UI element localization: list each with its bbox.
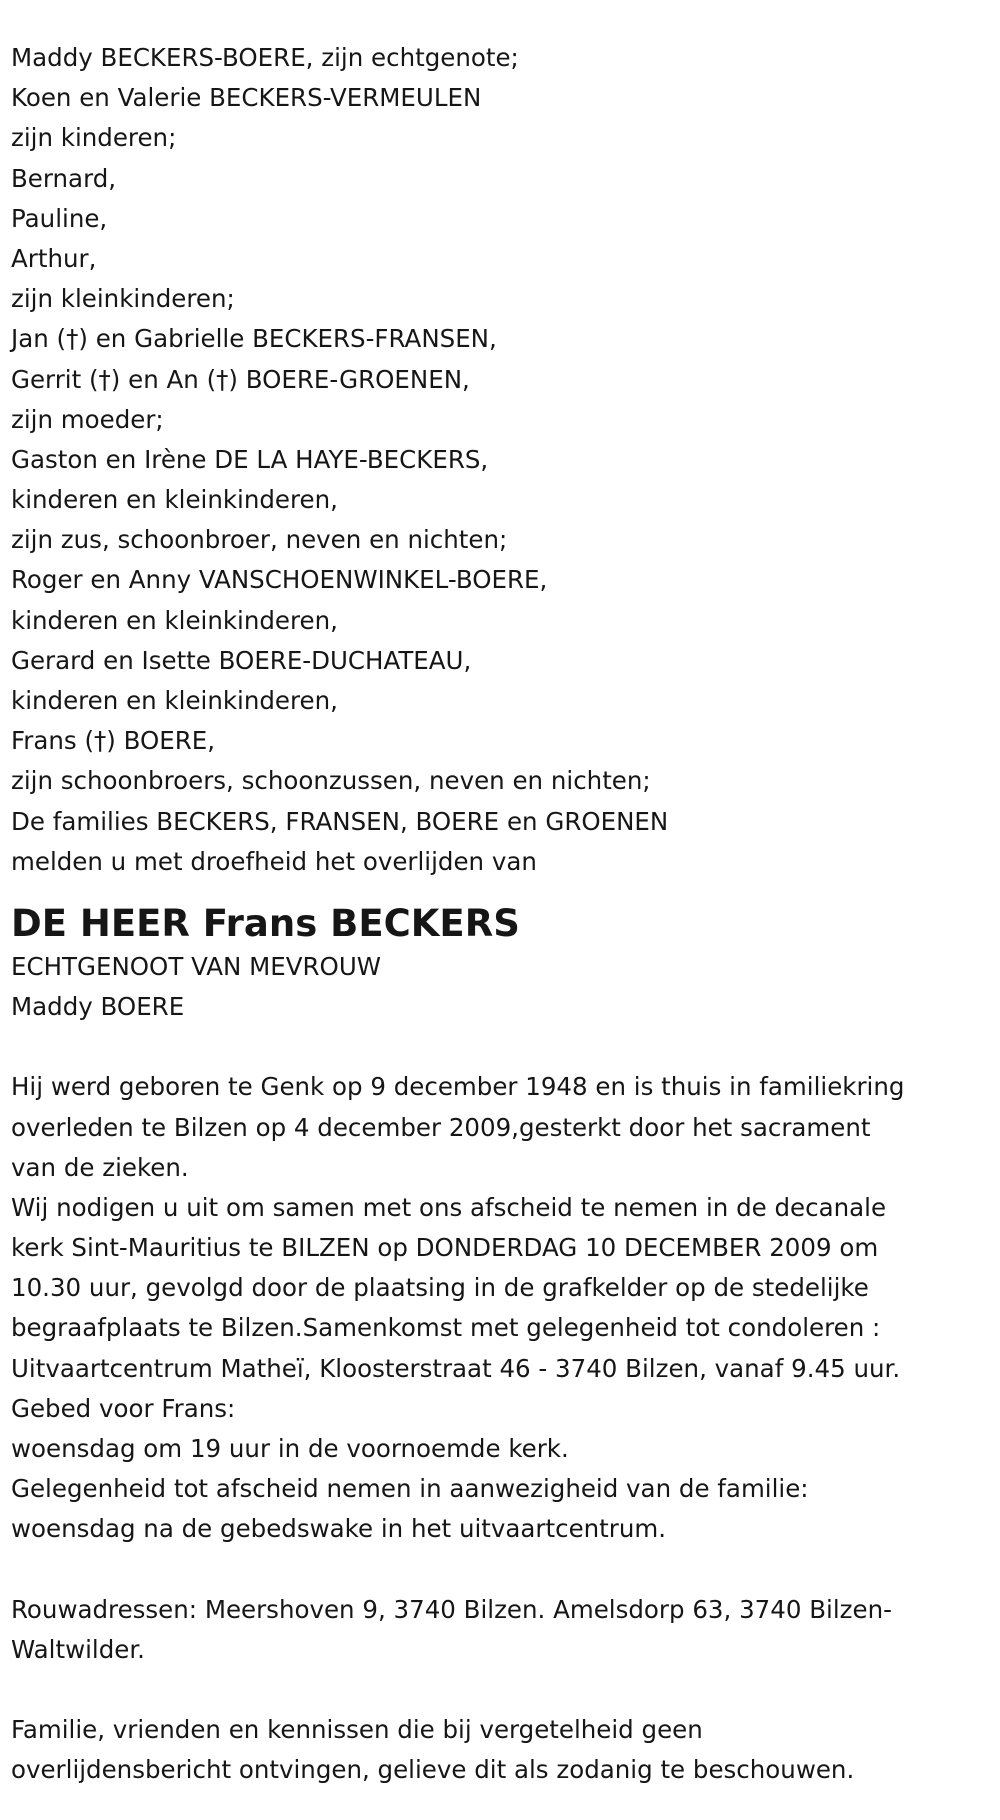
details-line: Gebed voor Frans: <box>11 1393 236 1423</box>
deceased-block <box>11 901 990 1027</box>
details-line: kerk Sint-Mauritius te BILZEN op DONDERDAG 10 DECEMBER 2009 om <box>11 1233 879 1263</box>
family-line: Jan (†) en Gabrielle BECKERS-FRANSEN, <box>11 324 497 354</box>
details-line: Uitvaartcentrum Matheï, Kloosterstraat 46 - 3740 Bilzen, vanaf 9.45 uur. <box>11 1353 901 1383</box>
details-line: overleden te Bilzen op 4 december 2009,gesterkt door het sacrament <box>11 1112 871 1142</box>
closing-line: overlijdensbericht ontvingen, gelieve dit als zodanig te beschouwen. <box>11 1755 855 1785</box>
details-line: Hij werd geboren te Genk op 9 december 1948 en is thuis in familiekring <box>11 1072 905 1102</box>
family-line: Bernard, <box>11 163 117 193</box>
family-list <box>11 38 990 882</box>
family-line: kinderen en kleinkinderen, <box>11 686 338 715</box>
family-line: zijn moeder; <box>11 404 164 434</box>
family-line: Maddy BECKERS-BOERE, zijn echtgenote; <box>11 43 519 72</box>
family-line: Gerrit (†) en An (†) BOERE-GROENEN, <box>11 364 470 394</box>
address-line: Waltwilder. <box>11 1634 145 1664</box>
family-line: Gaston en Irène DE LA HAYE-BECKERS, <box>11 444 489 474</box>
family-line: Frans (†) BOERE, <box>11 726 216 756</box>
family-line: Roger en Anny VANSCHOENWINKEL-BOERE, <box>11 565 548 595</box>
details-line: woensdag om 19 uur in de voornoemde kerk. <box>11 1434 569 1463</box>
details-line: Wij nodigen u uit om samen met ons afscheid te nemen in de decanale <box>11 1192 887 1222</box>
family-line: zijn kleinkinderen; <box>11 284 235 314</box>
spouse-label: ECHTGENOOT VAN MEVROUW <box>11 951 382 981</box>
family-line: zijn zus, schoonbroer, neven en nichten; <box>11 525 508 555</box>
details-line: woensdag na de gebedswake in het uitvaartcentrum. <box>11 1514 667 1544</box>
closing-line: Familie, vrienden en kennissen die bij vergetelheid geen <box>11 1714 703 1744</box>
family-line: De families BECKERS, FRANSEN, BOERE en GROENEN <box>11 806 669 836</box>
family-line: kinderen en kleinkinderen, <box>11 485 338 515</box>
family-line: zijn kinderen; <box>11 123 177 153</box>
closing-paragraph <box>11 1710 990 1790</box>
family-line: Arthur, <box>11 243 97 273</box>
spacer <box>11 1027 990 1067</box>
family-line: Pauline, <box>11 203 108 233</box>
family-line: zijn schoonbroers, schoonzussen, neven en nichten; <box>11 766 651 796</box>
spacer <box>11 1670 990 1710</box>
family-line: kinderen en kleinkinderen, <box>11 605 338 635</box>
deceased-name: DE HEER Frans BECKERS <box>11 901 520 945</box>
family-line: Gerard en Isette BOERE-DUCHATEAU, <box>11 645 472 675</box>
family-line: melden u met droefheid het overlijden van <box>11 846 537 876</box>
details-line: Gelegenheid tot afscheid nemen in aanwezigheid van de familie: <box>11 1474 809 1504</box>
addresses-paragraph <box>11 1590 990 1670</box>
details-line: van de zieken. <box>11 1152 189 1182</box>
details-paragraph <box>11 1067 990 1549</box>
spouse-name: Maddy BOERE <box>11 992 185 1022</box>
spacer <box>11 1550 990 1590</box>
details-line: begraafplaats te Bilzen.Samenkomst met gelegenheid tot condoleren : <box>11 1313 881 1343</box>
spacer <box>11 882 990 901</box>
details-line: 10.30 uur, gevolgd door de plaatsing in de grafkelder op de stedelijke <box>11 1273 869 1303</box>
address-line: Rouwadressen: Meershoven 9, 3740 Bilzen. Amelsdorp 63, 3740 Bilzen- <box>11 1594 892 1624</box>
family-line: Koen en Valerie BECKERS-VERMEULEN <box>11 83 482 113</box>
